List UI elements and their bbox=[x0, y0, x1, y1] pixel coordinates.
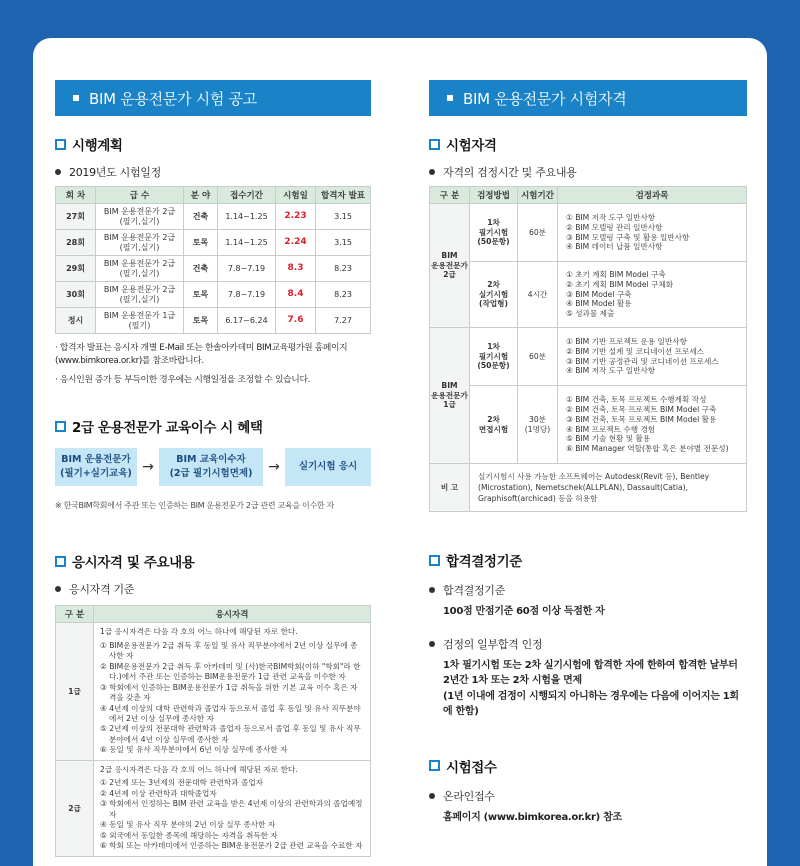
result-date-cell: 3.15 bbox=[316, 230, 371, 256]
field-cell: 건축 bbox=[184, 256, 218, 282]
apply-url-text: 홈페이지 (www.bimkorea.or.kr) 참조 bbox=[443, 811, 622, 823]
subject-line: ④ BIM 프로젝트 수행 경험 bbox=[566, 424, 656, 434]
period-cell: 1.14~1.25 bbox=[218, 230, 276, 256]
time-cell: 60분 bbox=[518, 204, 558, 262]
subject-line: ⑤ 성과물 제출 bbox=[566, 309, 615, 319]
result-date-cell: 8.23 bbox=[316, 256, 371, 282]
grade-cell: BIM 운용전문가 2급 (필기,실기) bbox=[96, 230, 184, 256]
right-banner bbox=[429, 80, 747, 116]
grade-cell: BIM 운용전문가 2급 (필기,실기) bbox=[96, 204, 184, 230]
col-header: 구 분 bbox=[56, 606, 94, 623]
bullet-text: 응시자격 기준 bbox=[69, 583, 135, 597]
col-header: 시험일 bbox=[276, 187, 316, 204]
table-row bbox=[56, 760, 371, 856]
result-date-cell: 3.15 bbox=[316, 204, 371, 230]
eligibility-line: ① BIM운용전문가 2급 취득 후 동일 및 유사 직무분야에서 2년 이상 실무에 종사한 자 bbox=[100, 640, 358, 661]
partial-pass-text: 1차 필기시험 또는 2차 실기시험에 합격한 자에 한하여 합격한 날부터 2년간 1차 또는 2차 시험을 면제 (1년 이내에 검정이 시행되지 아니하는 경우에는 다음에 이어지는 1회에 한함) bbox=[443, 659, 739, 717]
bullet-partial-pass bbox=[429, 636, 747, 652]
section-eligibility bbox=[55, 551, 371, 571]
field-cell: 토목 bbox=[184, 282, 218, 308]
col-header: 분 야 bbox=[184, 187, 218, 204]
left-banner-title: BIM 운용전문가 시험 공고 bbox=[89, 89, 257, 108]
subject-line: ① BIM 기반 프로젝트 운용 일반사항 bbox=[566, 336, 687, 346]
schedule-note-1: · 합격자 발표는 응시자 개별 E-Mail 또는 한솔아카데미 BIM교육평가원 홈페이지 (www.bimkorea.or.kr)를 참조바랍니다. bbox=[55, 343, 348, 366]
right-banner-title: BIM 운용전문가 시험자격 bbox=[463, 89, 627, 108]
section-benefit bbox=[55, 416, 371, 436]
subjects-cell bbox=[558, 204, 747, 262]
bullet-dot-icon bbox=[429, 587, 435, 593]
bullet-dot-icon bbox=[429, 641, 435, 647]
col-header: 합격자 발표 bbox=[316, 187, 371, 204]
round-cell: 29회 bbox=[56, 256, 96, 282]
subject-line: ③ BIM Model 구축 bbox=[566, 289, 632, 299]
square-outline-icon bbox=[55, 421, 66, 432]
content-card bbox=[33, 38, 767, 866]
flow-box-practical: 실기시험 응시 bbox=[285, 448, 371, 486]
table-row bbox=[56, 623, 371, 761]
eligibility-line: ② 4년제 이상 관련학과 대학졸업자 bbox=[100, 788, 217, 798]
table-row bbox=[430, 204, 747, 262]
qualification-header-row bbox=[430, 187, 747, 204]
period-cell: 6.17~6.24 bbox=[218, 308, 276, 334]
exam-date-cell: 2.24 bbox=[276, 230, 316, 256]
subject-line: ④ BIM Model 활용 bbox=[566, 299, 632, 309]
bullet-text: 검정의 일부합격 인정 bbox=[443, 637, 543, 651]
eligibility-line: ③ 학회에서 인증하는 BIM운용전문가 1급 취득을 위한 기본 교육 이수 혹은 자격을 갖춘 자 bbox=[100, 682, 358, 703]
method-cell: 1차 필기시험 (50문항) bbox=[470, 204, 518, 262]
section-title: 응시자격 및 주요내용 bbox=[72, 555, 195, 572]
exam-date-cell: 2.23 bbox=[276, 204, 316, 230]
square-outline-icon bbox=[55, 556, 66, 567]
time-cell: 30분 (1명당) bbox=[518, 386, 558, 464]
square-outline-icon bbox=[429, 139, 440, 150]
bullet-text: 온라인접수 bbox=[443, 789, 495, 803]
table-row bbox=[56, 204, 371, 230]
section-qualification bbox=[429, 134, 747, 154]
subject-line: ① BIM 저작 도구 일반사항 bbox=[566, 212, 656, 222]
eligibility-line: ① 2년제 또는 3년제의 전문대학 관련학과 졸업자 bbox=[100, 778, 263, 788]
bullet-pass bbox=[429, 582, 747, 598]
qualification-table bbox=[429, 186, 747, 512]
eligibility-line: ④ 동일 및 유사 직무 분야의 2년 이상 실무 종사한 자 bbox=[100, 820, 276, 830]
eligibility-line: 1급 응시자격은 다음 각 호의 어느 하나에 해당된 자로 한다. bbox=[100, 627, 298, 637]
bullet-dot-icon bbox=[55, 169, 61, 175]
square-bullet-icon bbox=[447, 95, 453, 101]
eligibility-line: ⑥ 학회 또는 아카데미에서 인증하는 BIM운용전문가 2급 관련 교육을 수료한 자 bbox=[100, 841, 363, 851]
left-banner bbox=[55, 80, 371, 116]
grade-cell: 2급 bbox=[56, 760, 94, 856]
right-arrow-icon: → bbox=[268, 459, 280, 476]
eligibility-table bbox=[55, 605, 371, 856]
result-date-cell: 7.27 bbox=[316, 308, 371, 334]
subject-line: ⑤ BIM 기술 현황 및 활용 bbox=[566, 434, 651, 444]
eligibility-line: ④ 4년제 이상의 대학 관련학과 졸업자 등으로서 졸업 후 동일 및 유사 직무분야에서 2년 이상 실무에 종사한 자 bbox=[100, 703, 361, 723]
section-apply bbox=[429, 756, 747, 776]
subject-line: ④ BIM 저작 도구 일반사항 bbox=[566, 366, 656, 376]
subjects-cell bbox=[558, 386, 747, 464]
subject-line: ③ BIM 기반 공정관리 및 코디네이션 프로세스 bbox=[566, 356, 719, 366]
subject-line: ④ BIM 데이터 납품 일반사항 bbox=[566, 242, 663, 252]
grade-cell: BIM 운용전문가 2급 (필기,실기) bbox=[96, 282, 184, 308]
table-row bbox=[56, 230, 371, 256]
section-title: 합격결정기준 bbox=[446, 554, 522, 570]
period-cell: 1.14~1.25 bbox=[218, 204, 276, 230]
period-cell: 7.8~7.19 bbox=[218, 256, 276, 282]
field-cell: 건축 bbox=[184, 204, 218, 230]
exam-date-cell: 8.4 bbox=[276, 282, 316, 308]
method-cell: 1차 필기시험 (50문항) bbox=[470, 328, 518, 386]
eligibility-line: ③ 학회에서 인정하는 BIM 관련 교육을 받은 4년제 이상의 관련학과의 졸업예정자 bbox=[100, 799, 363, 819]
section-schedule bbox=[55, 134, 371, 154]
bullet-eligibility bbox=[55, 581, 371, 597]
eligibility-header-row bbox=[56, 606, 371, 623]
method-cell: 2차 실기시험 (작업형) bbox=[470, 262, 518, 328]
subject-line: ⑥ BIM Manager 역할(통합 혹은 분야별 전문성) bbox=[566, 444, 729, 454]
bullet-dot-icon bbox=[55, 586, 61, 592]
bullet-qualification bbox=[429, 164, 747, 180]
grade-cell: BIM 운용전문가 1급 bbox=[430, 328, 470, 464]
square-outline-icon bbox=[55, 139, 66, 150]
bullet-dot-icon bbox=[429, 793, 435, 799]
table-row bbox=[430, 328, 747, 386]
grade-cell: 1급 bbox=[56, 623, 94, 761]
section-pass bbox=[429, 550, 747, 570]
eligibility-line: ⑤ 외국에서 동일한 종목에 해당하는 자격을 취득한 자 bbox=[100, 830, 278, 840]
col-header: 응시자격 bbox=[94, 606, 371, 623]
grade-cell: BIM 운용전문가 1급 (필기) bbox=[96, 308, 184, 334]
section-title: 시험접수 bbox=[446, 759, 497, 776]
col-header: 검정방법 bbox=[470, 187, 518, 204]
subject-line: ① 초기 계획 BIM Model 구축 bbox=[566, 269, 666, 279]
schedule-note-2: · 응시인원 증가 등 부득이한 경우에는 시행일정을 조정할 수 있습니다. bbox=[55, 374, 311, 385]
bullet-dot-icon bbox=[429, 169, 435, 175]
bullet-schedule bbox=[55, 164, 371, 180]
table-row bbox=[56, 282, 371, 308]
remark-cell: 실기시험시 사용 가능한 소프트웨어는 Autodesk(Revit 등), Bentley (Microstation), Nemetschek(ALLPLAN), Dassault(Catia), Graphisoft(archicad) 등을 허용함 bbox=[470, 464, 747, 512]
schedule-header-row bbox=[56, 187, 371, 204]
subject-line: ③ BIM 모델링 구축 및 활용 일반사항 bbox=[566, 232, 690, 242]
table-row bbox=[430, 464, 747, 512]
round-cell: 27회 bbox=[56, 204, 96, 230]
grade-cell: BIM 운용전문가 2급 bbox=[430, 204, 470, 328]
subject-line: ② BIM 모델링 관리 일반사항 bbox=[566, 222, 663, 232]
section-title: 시험자격 bbox=[446, 138, 497, 154]
table-row bbox=[430, 262, 747, 328]
remark-label-cell: 비 고 bbox=[430, 464, 470, 512]
left-column bbox=[55, 80, 371, 857]
grade-cell: BIM 운용전문가 2급 (필기,실기) bbox=[96, 256, 184, 282]
round-cell: 정시 bbox=[56, 308, 96, 334]
square-outline-icon bbox=[429, 555, 440, 566]
bullet-apply bbox=[429, 788, 747, 804]
square-bullet-icon bbox=[73, 95, 79, 101]
period-cell: 7.8~7.19 bbox=[218, 282, 276, 308]
pass-criteria-text: 100점 만점기준 60점 이상 득점한 자 bbox=[443, 606, 605, 617]
round-cell: 30회 bbox=[56, 282, 96, 308]
subject-line: ② 초기 계획 BIM Model 구체화 bbox=[566, 279, 674, 289]
time-cell: 60분 bbox=[518, 328, 558, 386]
right-arrow-icon: → bbox=[142, 459, 154, 476]
result-date-cell: 8.23 bbox=[316, 282, 371, 308]
col-header: 구 분 bbox=[430, 187, 470, 204]
right-column bbox=[429, 80, 747, 825]
field-cell: 토목 bbox=[184, 230, 218, 256]
eligibility-text-cell bbox=[94, 760, 371, 856]
flow-box-completion: BIM 교육이수자 (2급 필기시험면제) bbox=[159, 448, 263, 486]
round-cell: 28회 bbox=[56, 230, 96, 256]
table-row bbox=[56, 308, 371, 334]
bullet-text: 합격결정기준 bbox=[443, 584, 505, 597]
subject-line: ② BIM 건축, 토목 프로젝트 BIM Model 구축 bbox=[566, 404, 717, 414]
subjects-cell bbox=[558, 328, 747, 386]
benefit-note: ※ 한국BIM학회에서 주관 또는 인증하는 BIM 운용전문가 2급 관련 교육을 이수한 자 bbox=[55, 501, 334, 511]
eligibility-line: 2급 응시자격은 다음 각 호의 어느 하나에 해당된 자로 한다. bbox=[100, 764, 298, 774]
bullet-text: 2019년도 시험일정 bbox=[69, 166, 161, 179]
eligibility-line: ② BIM운용전문가 2급 취득 후 아카데미 및 (사)한국BIM학회(이하 "학회"라 한다.)에서 주관 또는 인증하는 BIM운용전문가 1급 관련 교육을 이수한 자 bbox=[100, 661, 361, 682]
field-cell: 토목 bbox=[184, 308, 218, 334]
schedule-table bbox=[55, 186, 371, 334]
benefit-flow bbox=[55, 448, 371, 486]
eligibility-line: ⑥ 동일 및 유사 직무분야에서 6년 이상 실무에 종사한 자 bbox=[100, 745, 288, 755]
table-row bbox=[430, 386, 747, 464]
subjects-cell bbox=[558, 262, 747, 328]
subject-line: ② BIM 기반 설계 및 코디네이션 프로세스 bbox=[566, 346, 704, 356]
col-header: 접수기간 bbox=[218, 187, 276, 204]
col-header: 급 수 bbox=[96, 187, 184, 204]
eligibility-text-cell bbox=[94, 623, 371, 761]
time-cell: 4시간 bbox=[518, 262, 558, 328]
square-outline-icon bbox=[429, 760, 440, 771]
col-header: 검정과목 bbox=[558, 187, 747, 204]
flow-box-education: BIM 운용전문가 (필기+실기교육) bbox=[55, 448, 137, 486]
col-header: 회 차 bbox=[56, 187, 96, 204]
col-header: 시험기간 bbox=[518, 187, 558, 204]
section-title: 2급 운용전문가 교육이수 시 혜택 bbox=[72, 420, 263, 437]
eligibility-line: ⑤ 2년제 이상의 전문대학 관련학과 졸업자 등으로서 졸업 후 동일 및 유사 직무분야에서 4년 이상 실무에 종사한 자 bbox=[100, 724, 361, 744]
method-cell: 2차 면접시험 bbox=[470, 386, 518, 464]
exam-date-cell: 7.6 bbox=[276, 308, 316, 334]
subject-line: ① BIM 건축, 토목 프로젝트 수행계획 작성 bbox=[566, 394, 707, 404]
section-title: 시행계획 bbox=[72, 138, 123, 154]
bullet-text: 자격의 검정시간 및 주요내용 bbox=[443, 166, 577, 179]
subject-line: ③ BIM 건축, 토목 프로젝트 BIM Model 활용 bbox=[566, 414, 717, 424]
exam-date-cell: 8.3 bbox=[276, 256, 316, 282]
table-row bbox=[56, 256, 371, 282]
